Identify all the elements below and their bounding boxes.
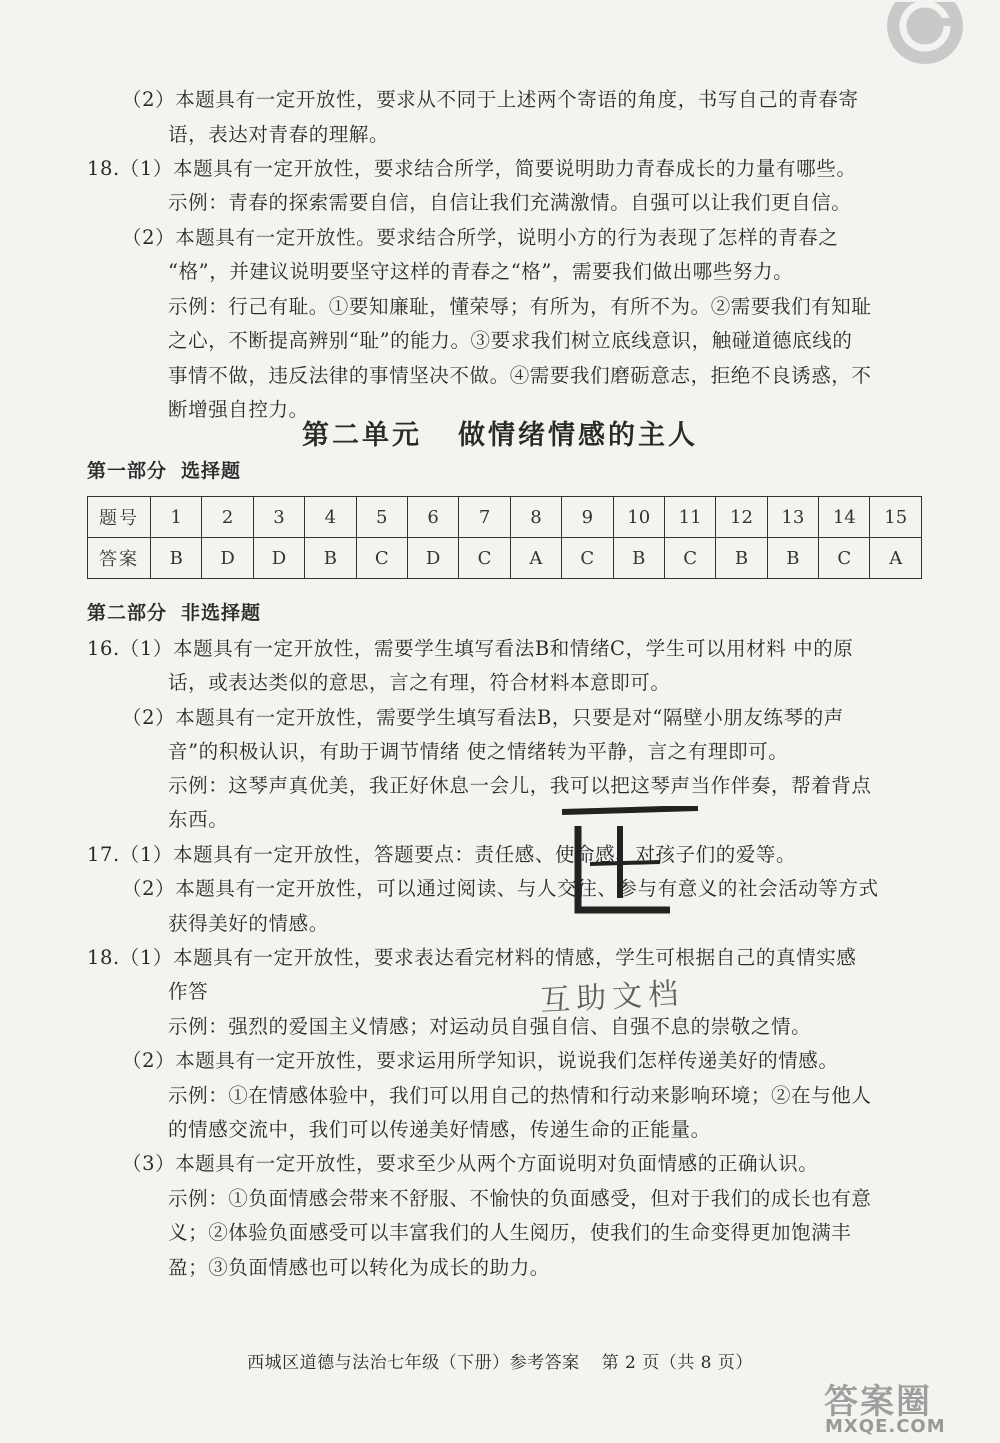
question-number-row — [88, 497, 922, 538]
question-number-cell: 2 — [202, 497, 253, 538]
part-two-label: 第二部分 — [87, 602, 168, 624]
logo-icon — [884, 2, 966, 66]
answer-text-line: 18.（1）本题具有一定开放性，要求结合所学，简要说明助力青春成长的力量有哪些。 — [87, 157, 857, 180]
answer-text-line: 事情不做，违反法律的事情坚决不做。④需要我们磨砺意志，拒绝不良诱惑，不 — [168, 364, 872, 387]
question-number-cell: 4 — [305, 497, 356, 538]
answer-cell: A — [510, 538, 561, 579]
answer-text-line: 作答 — [168, 980, 209, 1003]
part-one-title: 选择题 — [181, 460, 242, 482]
answer-text-line: 获得美好的情感。 — [168, 912, 329, 935]
answer-cell: D — [407, 538, 458, 579]
page-number: 第 2 页（共 8 页） — [601, 1353, 753, 1373]
answer-cell: C — [459, 538, 510, 579]
answer-cell: B — [613, 538, 664, 579]
answer-cell: B — [767, 538, 818, 579]
unit-name: 做情绪情感的主人 — [458, 420, 698, 451]
answer-text-line: （2）本题具有一定开放性。要求结合所学，说明小方的行为表现了怎样的青春之 — [122, 226, 839, 249]
question-number-cell: 3 — [253, 497, 304, 538]
unit-title — [0, 416, 1000, 456]
answer-text-line: 示例：①负面情感会带来不舒服、不愉快的负面感受，但对于我们的成长也有意 — [168, 1187, 872, 1210]
answer-text-line: 义；②体验负面感受可以丰富我们的人生阅历，使我们的生命变得更加饱满丰 — [168, 1221, 852, 1244]
part-two-title: 非选择题 — [181, 602, 262, 624]
question-number-cell: 12 — [716, 497, 767, 538]
question-number-cell: 13 — [767, 497, 818, 538]
answer-text-line: （2）本题具有一定开放性，可以通过阅读、与人交往、参与有意义的社会活动等方式 — [122, 877, 879, 900]
question-number-cell: 8 — [510, 497, 561, 538]
answer-cell: B — [305, 538, 356, 579]
answer-text-line: 18.（1）本题具有一定开放性，要求表达看完材料的情感，学生可根据自己的真情实感 — [87, 946, 857, 969]
footer-title: 西城区道德与法治七年级（下册）参考答案 — [247, 1353, 580, 1373]
answer-text-line: 之心，不断提高辨别“耻”的能力。③要求我们树立底线意识，触碰道德底线的 — [168, 329, 853, 352]
question-number-cell: 14 — [819, 497, 870, 538]
question-number-cell: 11 — [664, 497, 715, 538]
part-one-heading — [87, 458, 241, 484]
part-two-heading — [87, 600, 261, 626]
watermark-url: MXQE.COM — [825, 1416, 946, 1437]
question-number-cell: 9 — [562, 497, 613, 538]
answer-cell: D — [202, 538, 253, 579]
answer-text-line: 示例：强烈的爱国主义情感；对运动员自强自信、自强不息的崇敬之情。 — [168, 1015, 812, 1038]
question-number-cell: 6 — [407, 497, 458, 538]
answer-text-line: 的情感交流中，我们可以传递美好情感，传递生命的正能量。 — [168, 1118, 711, 1141]
answer-text-line: 17.（1）本题具有一定开放性，答题要点：责任感、使命感、对孩子们的爱等。 — [87, 843, 797, 866]
answer-text-line: 示例：这琴声真优美，我正好休息一会儿，我可以把这琴声当作伴奏，帮着背点 — [168, 774, 872, 797]
answer-cell: C — [356, 538, 407, 579]
answer-text-line: （2）本题具有一定开放性，需要学生填写看法B，只要是对“隔壁小朋友练琴的声 — [122, 706, 844, 729]
question-number-cell: 10 — [613, 497, 664, 538]
answer-cell: B — [716, 538, 767, 579]
answer-text-line: 话，或表达类似的意思，言之有理，符合材料本意即可。 — [168, 671, 671, 694]
table-header-cell: 答案 — [88, 538, 151, 579]
answer-text-line: （3）本题具有一定开放性，要求至少从两个方面说明对负面情感的正确认识。 — [122, 1152, 819, 1175]
answer-text-line: 示例：行己有耻。①要知廉耻，懂荣辱；有所为，有所不为。②需要我们有知耻 — [168, 295, 872, 318]
answer-text-line: 示例：①在情感体验中，我们可以用自己的热情和行动来影响环境；②在与他人 — [168, 1084, 872, 1107]
answer-text-line: 盈；③负面情感也可以转化为成长的助力。 — [168, 1256, 550, 1279]
answer-text-line: （2）本题具有一定开放性，要求运用所学知识，说说我们怎样传递美好的情感。 — [122, 1049, 839, 1072]
table-header-cell: 题号 — [88, 497, 151, 538]
answer-text-line: 16.（1）本题具有一定开放性，需要学生填写看法B和情绪C，学生可以用材料 中的原 — [87, 637, 854, 660]
answer-cell: B — [151, 538, 202, 579]
unit-label: 第二单元 — [302, 420, 422, 451]
answer-text-line: （2）本题具有一定开放性，要求从不同于上述两个寄语的角度，书写自己的青春寄 — [122, 88, 859, 111]
question-number-cell: 7 — [459, 497, 510, 538]
part-one-label: 第一部分 — [87, 460, 168, 482]
answer-row — [88, 538, 922, 579]
answer-text-line: 音”的积极认识，有助于调节情绪 使之情绪转为平静，言之有理即可。 — [168, 740, 789, 763]
question-number-cell: 15 — [870, 497, 922, 538]
question-number-cell: 5 — [356, 497, 407, 538]
answer-cell: C — [664, 538, 715, 579]
answer-cell: A — [870, 538, 922, 579]
answer-text-line: 语，表达对青春的理解。 — [168, 123, 390, 146]
stamp-text: 互助文档 — [539, 976, 686, 1019]
answer-text-line: 示例：青春的探索需要自信，自信让我们充满激情。自强可以让我们更自信。 — [168, 191, 852, 214]
answer-table — [87, 496, 922, 579]
watermark-logo: 答案圈 — [824, 1382, 932, 1422]
stamp-mark-icon — [560, 806, 700, 918]
answer-text-line: 断增强自控力。 — [168, 398, 309, 421]
answer-cell: C — [819, 538, 870, 579]
answer-cell: C — [562, 538, 613, 579]
answer-text-line: “格”，并建议说明要坚守这样的青春之“格”，需要我们做出哪些努力。 — [168, 260, 794, 283]
answer-cell: D — [253, 538, 304, 579]
answer-text-line: 东西。 — [168, 808, 229, 831]
question-number-cell: 1 — [151, 497, 202, 538]
page-footer — [0, 1348, 1000, 1373]
